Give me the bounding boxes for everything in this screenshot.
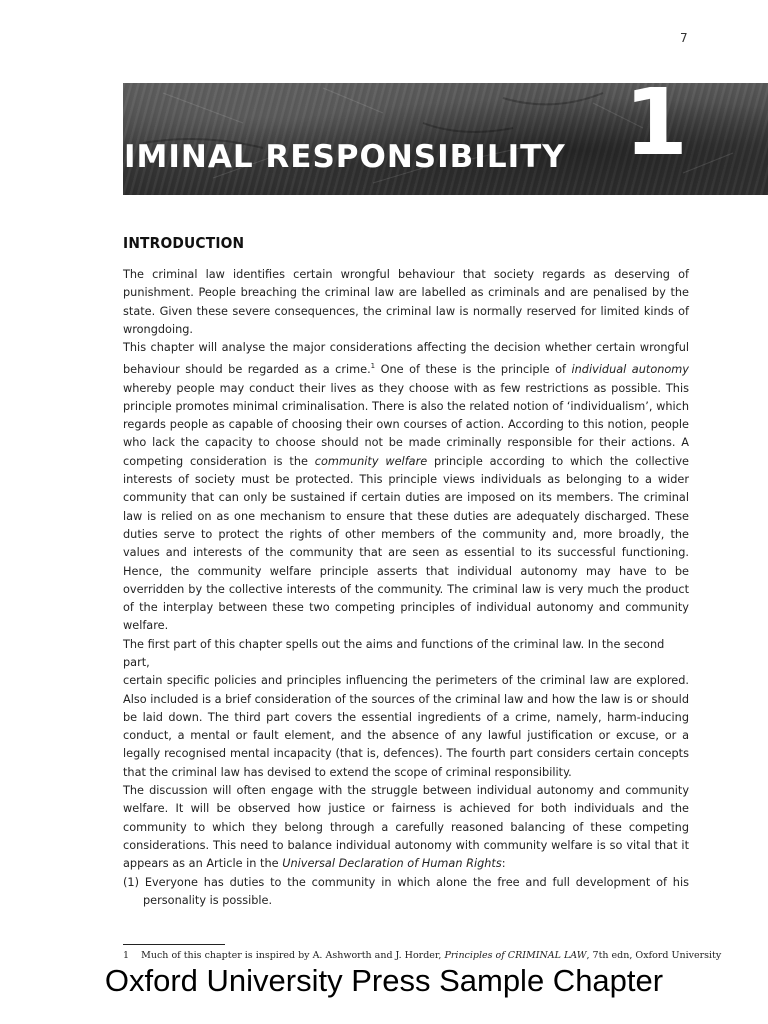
footnote-text-b: , 7th edn, Oxford University [586,950,722,961]
paragraph-4-text-b: : [501,857,506,871]
paragraph-4-text-a: The discussion will often engage with the struggle between individual autonomy and community welfare. It will be observed how justice or fairness is achieved for both individuals and the community to which they belong through a carefully reasoned balancing of these competing considerations. This need to balance individual autonomy with community welfare is so vital that it appears as an Article in the [123,784,689,871]
paragraph-4 [123,782,689,873]
paragraph-2-text-a: This chapter will analyse the major considerations affecting the decision whether certain wrongful behaviour should be regarded as a crime. [123,341,689,377]
section-heading: INTRODUCTION [123,234,245,252]
footnote [123,950,721,961]
paragraph-3: certain specific policies and principles influencing the perimeters of the criminal law are explored. Also included is a brief consideration of the sources of the criminal law and how the law is or should be laid down. The third part covers the essential ingredients of a crime, namely, harm-inducing conduct, a mental or fault element, and the absence of any lawful justification or excuse, or a legally recognised mental incapacity (that is, defences). The fourth part considers certain concepts that the criminal law has devised to extend the scope of criminal responsibility. [123,674,689,779]
paragraph-2-text-d: principle according to which the collective interests of society must be protected. This principle views individuals as belonging to a wider community that can only be sustained if certain duties are imposed on its members. The criminal law is relied on as one mechanism to ensure that these duties are adequately discharged. These duties serve to protect the rights of other members of the community and, more broadly, the values and interests of the community that are seen as essential to its successful functioning. Hence, the community welfare principle asserts that individual autonomy may have to be overridden by the collective interests of the community. The criminal law is very much the product of the interplay between these two competing principles of individual autonomy and community welfare. [123,454,689,633]
chapter-number: 1 [623,83,688,176]
quoted-article: (1) Everyone has duties to the community in which alone the free and full development of his personality is possible. [123,875,689,907]
chapter-title: IMINAL RESPONSIBILITY [124,139,566,175]
chapter-banner [123,83,768,195]
footnote-number: 1 [123,950,130,961]
footnote-ref: 1 [370,362,376,371]
paragraph-2-text-b: One of these is the principle of [375,363,572,377]
paragraph-2-text-c: whereby people may conduct their lives as they choose with as few restrictions as possible. This principle promotes minimal criminalisation. There is also the related notion of ‘individualism’, which regards people as capable of choosing their own courses of action. According to this notion, people who lack the capacity to choose should not be made criminally responsible for their actions. A competing consideration is the [123,381,689,468]
paragraph-3-first-line: The first part of this chapter spells out the aims and functions of the criminal law. In the second part, [123,637,665,669]
footnote-book-title: Principles of CRIMINAL LAW [444,950,587,961]
term-community-welfare: community welfare [314,454,428,468]
footnote-text-a: Much of this chapter is inspired by A. Ashworth and J. Horder, [141,950,445,961]
footnote-divider [123,944,225,945]
footer-watermark: Oxford University Press Sample Chapter [104,963,664,998]
chapter-content [123,232,689,910]
paragraph-1: The criminal law identifies certain wrongful behaviour that society regards as deserving of punishment. People breaching the criminal law are labelled as criminals and are penalised by the state. Given these severe consequences, the criminal law is normally reserved for limited kinds of wrongdoing. [123,268,689,336]
page-number: 7 [680,31,688,45]
paragraph-2 [123,339,689,636]
udhr-title: Universal Declaration of Human Rights [282,857,502,871]
term-individual-autonomy: individual autonomy [571,363,689,377]
